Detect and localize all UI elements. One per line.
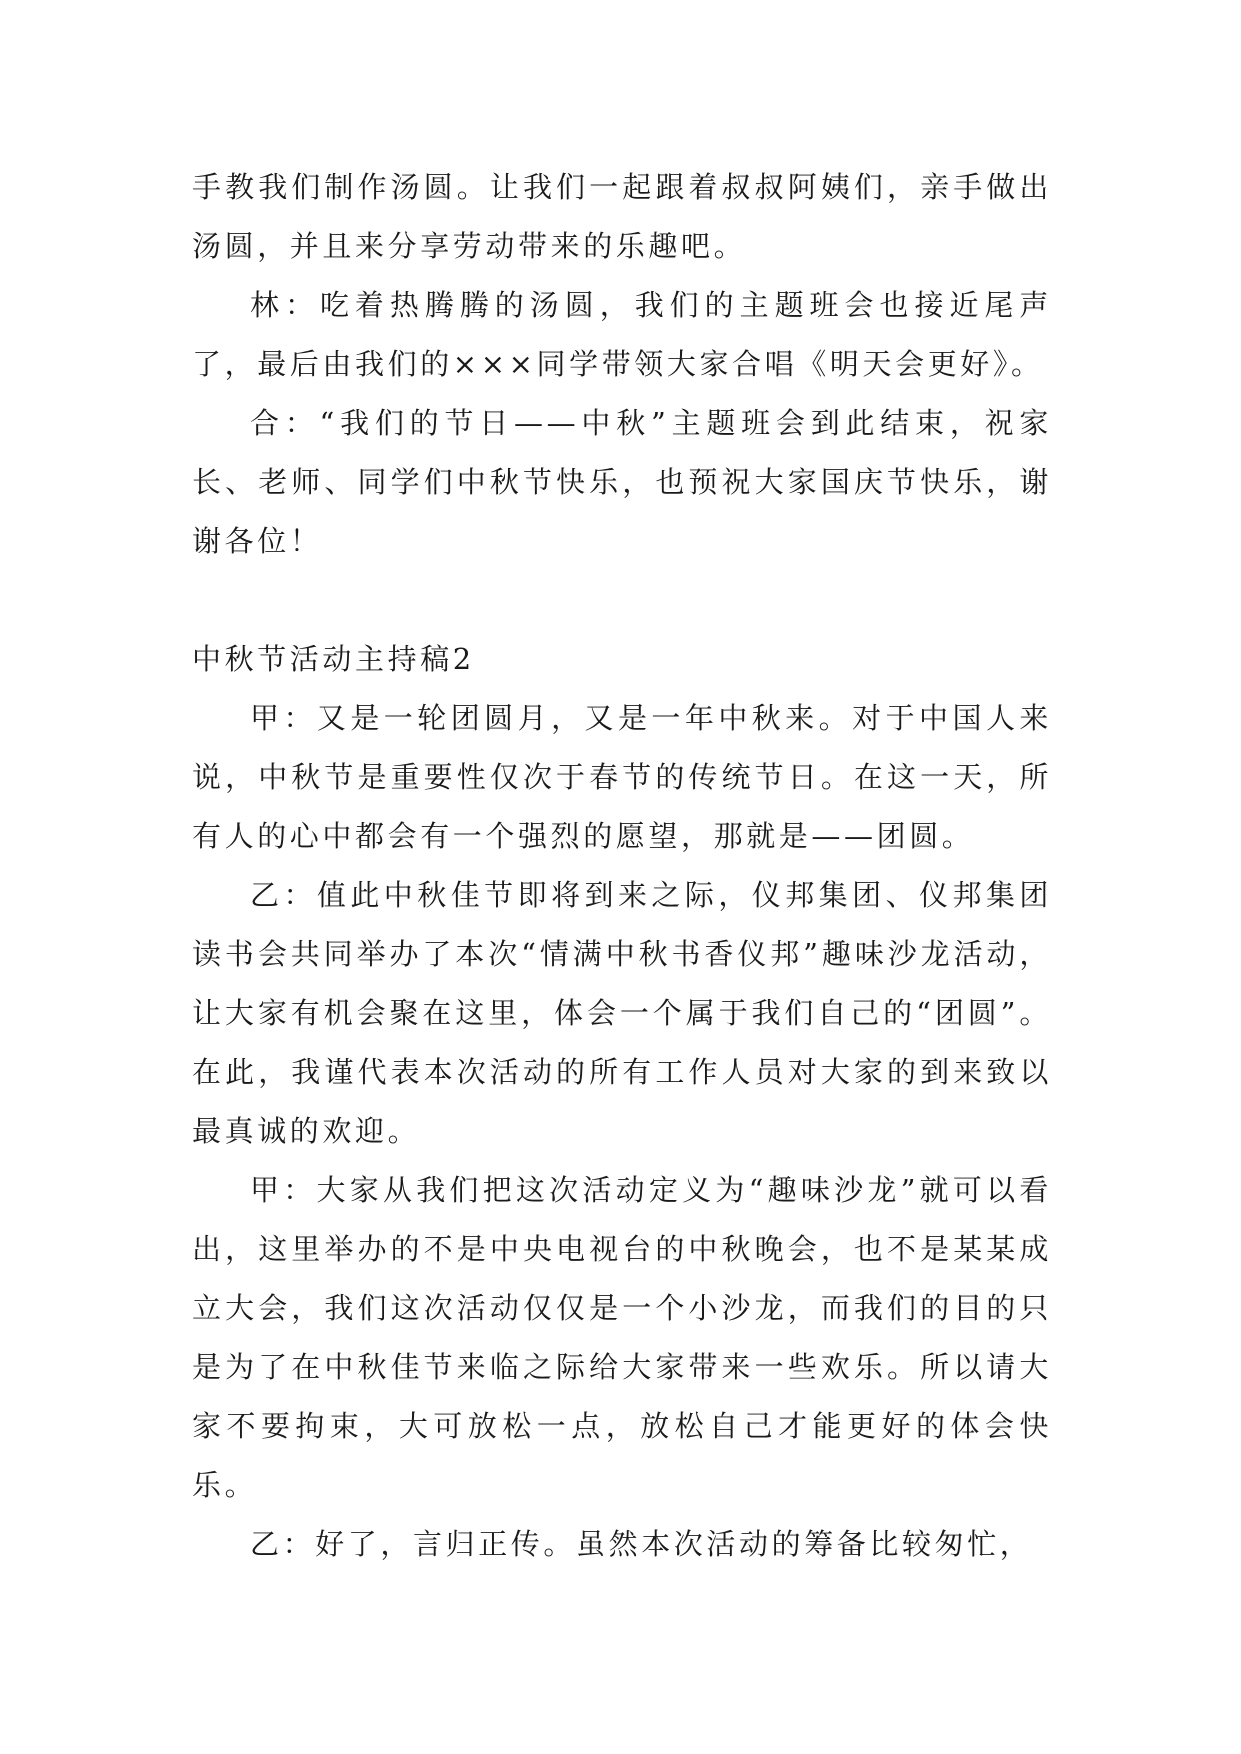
paragraph-continuation: 手教我们制作汤圆。让我们一起跟着叔叔阿姨们，亲手做出汤圆，并且来分享劳动带来的乐趣吧。 [192,170,1052,263]
paragraph-yi-2: 乙：好了，言归正传。虽然本次活动的筹备比较匆忙， [250,1527,1033,1561]
section-title: 中秋节活动主持稿2 [192,642,475,676]
paragraph-he: 合：“我们的节日——中秋”主题班会到此结束，祝家长、老师、同学们中秋节快乐，也预祝大家国庆节快乐，谢谢各位！ [192,406,1052,558]
paragraph-jia-2: 甲：大家从我们把这次活动定义为“趣味沙龙”就可以看出，这里举办的不是中央电视台的中秋晚会，也不是某某成立大会，我们这次活动仅仅是一个小沙龙，而我们的目的只是为了在中秋佳节来临之际给大家带来一些欢乐。所以请大家不要拘束，大可放松一点，放松自己才能更好的体会快乐。 [192,1173,1052,1502]
paragraph-lin: 林：吃着热腾腾的汤圆，我们的主题班会也接近尾声了，最后由我们的×××同学带领大家合唱《明天会更好》。 [192,288,1052,381]
paragraph-yi-1: 乙：值此中秋佳节即将到来之际，仪邦集团、仪邦集团读书会共同举办了本次“情满中秋书香仪邦”趣味沙龙活动，让大家有机会聚在这里，体会一个属于我们自己的“团圆”。在此，我谨代表本次活动的所有工作人员对大家的到来致以最真诚的欢迎。 [192,878,1052,1148]
paragraph-jia-1: 甲：又是一轮团圆月，又是一年中秋来。对于中国人来说，中秋节是重要性仅次于春节的传统节日。在这一天，所有人的心中都会有一个强烈的愿望，那就是——团圆。 [192,701,1052,853]
document-body [192,158,1052,1574]
